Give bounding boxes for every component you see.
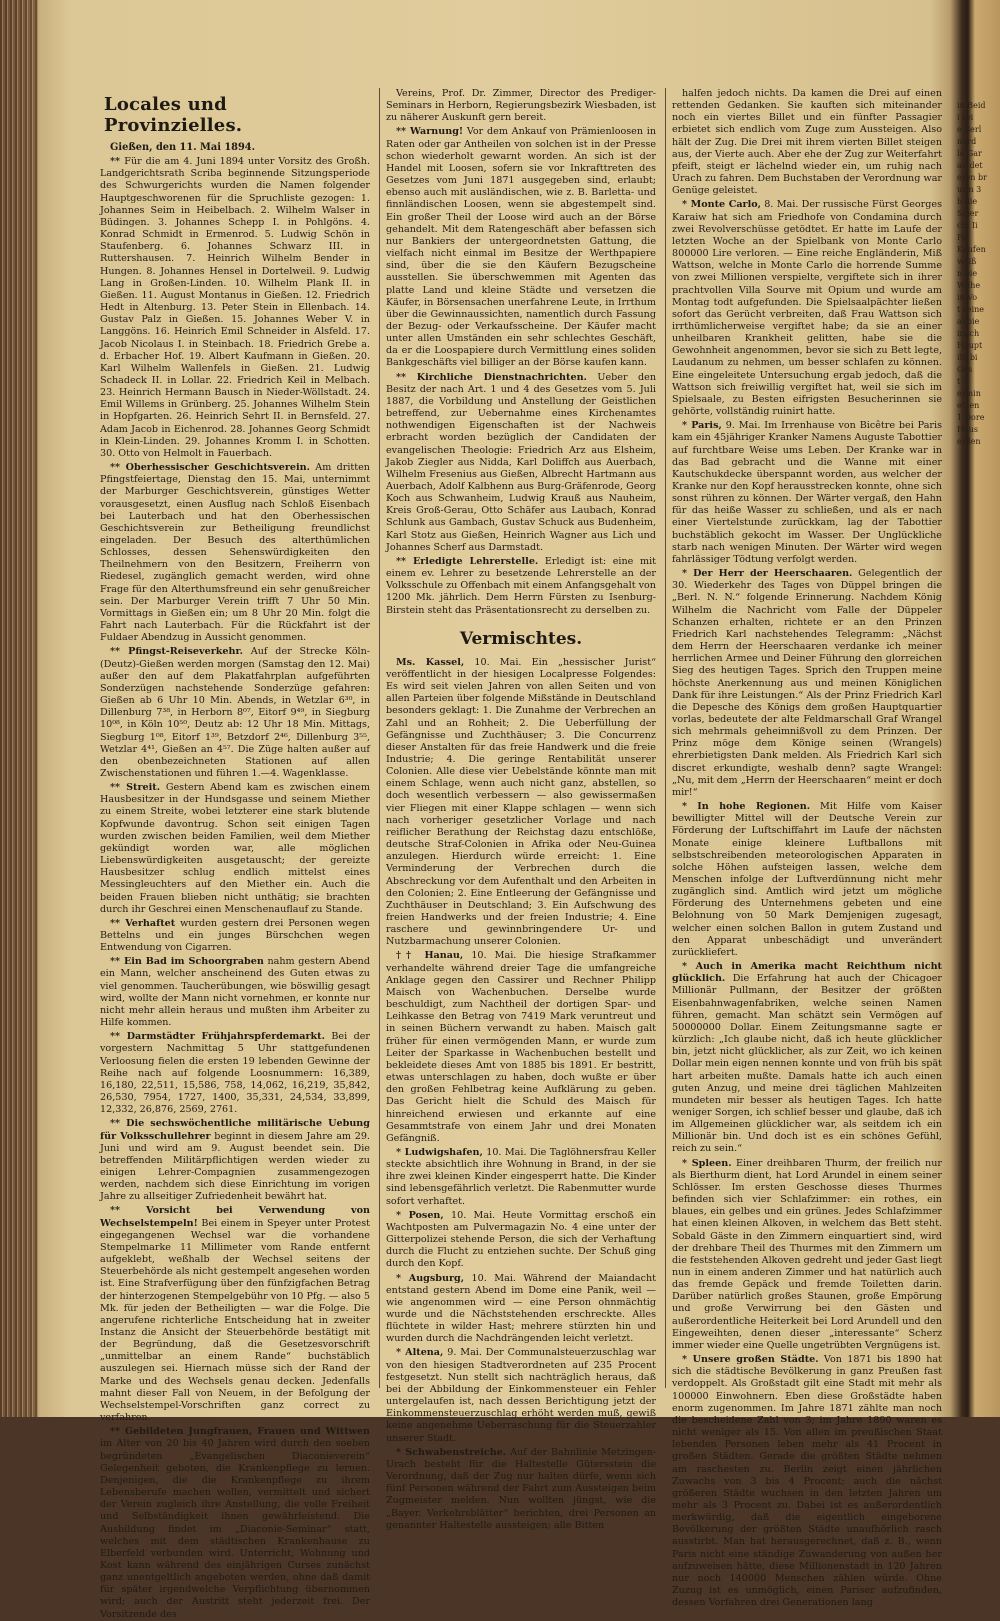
article-heading: ** Die sechswöchentliche militärische Uebung für Volksschullehrer — [100, 1118, 370, 1142]
edge-fragment: in Beid — [957, 101, 986, 110]
article-paragraph — [386, 1273, 656, 1346]
column-1 — [100, 88, 370, 1620]
article-text: Einer dreihbaren Thurm, der freilich nur als Bierthurm dient, hat Lord Arundel in einem seiner Schlösser. Im ersten Geschosse dieses Thurmes befinden sich vier Schlafzimmer: ein rothes, ein blaues, ein gelbes und ein grünes. Jedes Schlafzimmer hat einen kleinen Alkoven, in welchem das Bett steht. Sobald Gäste in den Zimmern einquartiert sind, wird der drehbare Theil des Thurmes mit den Zimmern um die feststehenden Alkoven gedreht und jeder Gast liegt nun in einem anderen Zimmer und hat natürlich auch das fremde Gepäck und fremde Toiletten darin. Darüber natürlich großes Staunen, große Empörung und große Verwirrung bei den Gästen und außerordentliche Heiterkeit bei Lord Arundell und den Eingeweihten, denen dieser „interessante“ Scherz immer wieder eine Quelle ungetrübten Vergnügens ist. — [672, 1157, 942, 1351]
edge-fragment: n bie — [957, 269, 978, 278]
column-3-articles — [672, 88, 942, 1609]
article-paragraph — [386, 126, 656, 369]
article-heading: ** Vorsicht bei Verwendung von Wechselstempeln! — [100, 1205, 370, 1229]
article-paragraph — [672, 1158, 942, 1353]
column-1-articles — [100, 156, 370, 1621]
article-heading: ** Ein Bad im Schoorgraben — [110, 956, 264, 968]
article-text: 9. Mai. Der Communalsteuerzuschlag war von den hiesigen Stadtverordneten auf 235 Procent festgesetzt. Nun stellt sich nachträglich heraus, daß bei der Abbildung der Einkommensteuer ein Fehler untergelaufen ist, nach dessen Berichtigung jetzt der Einkommensteuerzuschlag erhöht werden muß, gewiß keine angenehme Ueberraschung für die Steuerzahler unserer Stadt. — [386, 1347, 656, 1444]
article-heading: ** — [110, 156, 125, 168]
article-text: Gelegentlich der 30. Wiederkehr des Tages von Düppel bringen die „Berl. N. N.“ folgende Erinnerung. Nachdem König Wilhelm die Nachricht vom Falle der Düppeler Schanzen erhalten, richtete er an den Prinzen Friedrich Karl nachstehendes Telegramm: „Nächst dem Herrn der Heerschaaren verdanke ich meiner herrlichen Armee und Deiner Führung den glorreichen Sieg des heutigen Tages. Sprich den Truppen meine höchste Anerkennung aus und meinen Königlichen Dank für ihre Leistungen.“ Als der Prinz Friedrich Karl die Depesche des Königs dem großen Hauptquartier vorlas, bedeutete der alte Feldmarschall Graf Wrangel sich mehrmals geheimnißvoll zu dem Prinzen. Der Prinz möge dem Könige seinen (Wrangels) ehrerbietigsten Dank melden. Als Friedrich Karl sich discret erkundigte, weshalb denn? sagte Wrangel: „Nu, mit dem „Herrn der Heerschaaren“ meint er doch mir!“ — [672, 568, 942, 798]
edge-fragment: an det — [957, 161, 983, 170]
article-text: Gestern Abend kam es zwischen einem Hausbesitzer in der Hundsgasse und seinem Miether zu einem Streite, wobei letzterer eine stark blutende Kopfwunde davontrug. Schon seit einigen Tagen wurden zwischen beiden Familien, weil dem Miether gekündigt worden war, alle möglichen Liebenswürdigkeiten ausgetauscht; der gereizte Hausbesitzer schlug endlich mittelst eines Messingleuchters auf den Miether ein. Auch die beiden Frauen blieben nicht unthätig; sie brachten durch ihr Geschrei einen Menschenauflauf zu Stande. — [100, 782, 370, 915]
edge-fragment: in Vo — [957, 293, 978, 302]
article-heading: †† Hanau, — [396, 950, 464, 962]
article-text: Die Erfahrung hat auch der Chicagoer Millionär Pullmann, der Besitzer der größten Eisenbahnwagenfabriken, welche seinen Namen führen, gemacht. Man schätzt sein Vermögen auf 50000000 Dollar. Einem Zeitungsmanne sagte er kürzlich: „Ich glaube nicht, daß ich heute glücklicher bin, jetzt nicht glücklicher, als zur Zeit, wo ich keinen Dollar mein eigen nennen konnte und von früh bis spät hart arbeiten mußte. Damals hatte ich auch einen guten Anzug, und meine drei täglichen Mahlzeiten mundeten mir besser als heutigen Tages. Ich hatte weniger Sorgen, ich schlief besser und glaube, daß ich im Allgemeinen glücklicher war, als seitdem ich ein Millionär bin. Und doch ist es ein schönes Gefühl, reich zu sein.“ — [672, 973, 942, 1155]
edge-fragment: Haus — [957, 425, 979, 434]
article-heading: * Augsburg, — [396, 1272, 465, 1284]
edge-fragment: ch: Ii — [957, 221, 978, 230]
edge-fragment: einen — [957, 401, 980, 410]
edge-fragment: h die — [957, 197, 978, 206]
article-heading: * In hohe Regionen. — [682, 801, 811, 813]
edge-fragment: inach — [957, 329, 980, 338]
article-text: Bei einem in Speyer unter Protest eingegangenen Wechsel war die vorhandene Stempelmarke 11 Millimeter vom Rande entfernt aufgeklebt, weßhalb der Wechsel seitens der Steuerbehörde als nicht gestempelt angesehen worden ist. Eine Strafverfügung über den fünfzigfachen Betrag der hinterzogenen Stempelgebühr von 10 Pfg. — also 5 Mk. für jeden der Betheiligten — war die Folge. Die angerufene richterliche Entscheidung hat in zweiter Instanz die Ansicht der Steuerbehörde bestätigt mit der Begründung, daß die Gesetzesvorschrift „unmittelbar an einem Rande“ buchstäblich auszulegen sei. Hiernach müsse sich der Rand der Marke und des Wechsels genau decken. Jedenfalls mahnt dieser Fall von Neuem, in der Befolgung der Wechselstempel-Vorschriften ganz correct zu verfahren. — [100, 1217, 370, 1424]
article-text: 10. Mai. Die Taglöhnersfrau Keller steckte absichtlich ihre Wohnung in Brand, in der sie ihre zwei kleinen Kinder eingesperrt hatte. Die Kinder sind lebensgefährlich verletzt. Die Rabenmutter wurde sofort verhaftet. — [386, 1146, 656, 1207]
article-heading: ** Warnung! — [396, 126, 464, 138]
article-text: Vereins, Prof. Dr. Zimmer, Director des Prediger-Seminars in Herborn, Regierungsbezirk Wiesbaden, ist zu näherer Auskunft gern bereit. — [386, 88, 656, 124]
book-spine — [0, 0, 38, 1417]
edge-fragment: t seine — [957, 305, 985, 314]
article-text: Am dritten Pfingstfeiertage, Dienstag den 15. Mai, unternimmt der Marburger Geschichtsverein, günstiges Wetter vorausgesetzt, einen Ausflug nach Schloß Eisenbach bei Lauterbach und hat den Oberhessischen Geschichtsverein zur Betheiligung freundlichst eingeladen. Der Besuch des alterthümlichen Schlosses, dessen Sehenswürdigkeiten den Theilnehmern von den Besitzern, Freiherrn von Riedesel, zugänglich gemacht werden, wird ohne Frage für den Alterthumsfreund ein sehr genußreicher sein. Der Marburger Verein trifft 7 Uhr 50 Min. Vormittags in Gießen ein; um 8 Uhr 20 Min. folgt die Fahrt nach Lauterbach. Für die Rückfahrt ist der Fuldaer Abendzug in Aussicht genommen. — [100, 462, 370, 644]
article-text: Auf der Bahnlinie Metzingen-Urach besteht für die Haltestelle Gütersstein die Verordnung, daß der Zug nur halten dürfe, wenn sich fünf Personen während der Fahrt zum Aussteigen beim Zugmeister melden. Nun wollten jüngst, wie die „Bayer. Verkehrsblätter“ berichten, drei Personen an genannter Haltestelle aussteigen; alle Bitten — [386, 1446, 656, 1531]
article-paragraph — [100, 1426, 370, 1621]
article-paragraph — [100, 1118, 370, 1203]
edge-fragment: al bie — [957, 317, 980, 326]
article-text: Von 1871 bis 1890 hat sich die städtische Bevölkerung in ganz Preußen fast verdoppelt. Als Großstadt gilt eine Stadt mit mehr als 100000 Einwohnern. Eben diese Großstädte haben enorm zugenommen. Im Jahre 1871 zählte man noch die bescheidene Zahl von 3; im Jahre 1890 waren es nicht weniger als 15. Von allen im preußischen Staat lebenden Personen leben mehr als 41 Procent in großen Städten. Gerade die größten Städte nehmen am raschesten zu. Berlin zeigt einen jährlichen Zuwachs von 3 bis 4 Procent; auch die nächst größeren Städte wuchsen in den letzten Jahren um mehr als 3 Procent zu. Dabei ist es außerordentlich merkwürdig, daß die eigentlich eingeborene Bevölkerung der größten Städte unaufhörlich rasch ausstirbt. Man hat herausgerechnet, daß z. B., wenn Paris nicht eine ständige Zuwanderung von außen her aufzuweisen hätte, diese Millionenstadt in 120 Jahren nur noch 140000 Menschen zählen würde. Ohne Zuzug ist es unmöglich, einen Pariser aufzufinden, dessen Vorfahren drei Generationen lang — [672, 1354, 942, 1609]
article-text: 10. Mai. Während der Maiandacht entstand gestern Abend im Dome eine Panik, weil — wie angenommen wird — eine Person ohnmächtig wurde und die Nächststehenden erschreckte. Alles flüchtete in wilder Hast; mehrere stürzten hin und wurden durch die Nachdrängenden leicht verletzt. — [386, 1272, 657, 1345]
article-paragraph — [672, 199, 942, 418]
edge-fragment: erden — [957, 437, 981, 446]
edge-fragment: ermin — [957, 389, 981, 398]
edge-fragment: Kaufen — [957, 245, 986, 254]
edge-fragment: Wilhe — [957, 281, 981, 290]
edge-fragment: eren br — [957, 173, 987, 182]
article-paragraph — [672, 961, 942, 1156]
edge-fragment: urm 3 — [957, 185, 982, 194]
column-2-articles — [386, 88, 656, 617]
article-heading: * Posen, — [396, 1209, 444, 1221]
column-rule — [379, 88, 380, 1388]
article-heading: * Spleen. — [682, 1157, 732, 1169]
column-3 — [672, 88, 942, 1609]
article-heading: * Auch in Amerika macht Reichthum nicht glücklich. — [672, 961, 942, 985]
article-text: Erledigt ist: eine mit einem ev. Lehrer zu besetzende Lehrerstelle an der Volksschule zu Offenbach mit einem Anfangsgehalt von 1200 Mk. jährlich. Dem Herrn Fürsten zu Isenburg-Birstein steht das Präsentationsrecht zu derselben zu. — [386, 555, 656, 616]
edge-fragment: Ges — [957, 365, 973, 374]
edge-fragment: e Berl — [957, 125, 982, 134]
edge-fragment: ihl bi — [957, 353, 978, 362]
article-paragraph — [672, 568, 942, 799]
article-text: beginnt in diesem Jahre am 29. Juni und wird am 9. August beendet sein. Die betreffenden Militärpflichtigen werden wieder zu einigen Lehrer-Compagnien zusammengezogen werden, nachdem sich diese Einrichtung im vorigen Jahre zu allseitiger Zufriedenheit bewährt hat. — [100, 1130, 370, 1203]
column-2 — [386, 88, 657, 1531]
section-title-locales: Locales und Provinzielles. — [104, 94, 243, 136]
edge-fragment: t — [957, 377, 961, 386]
article-text: 8. Mai. Der russische Fürst Georges Karaiw hat sich am Friedhofe von Condamina durch zwei Revolverschüsse getödtet. Er hatte im Laufe der letzten Woche an der Spielbank von Monte Carlo 800000 Lire verloren. — Eine reiche Engländerin, Miß Wattson, welche in Monte Carlo die horrende Summe von zwei Millionen verspielte, vergiftete sich in ihrer prachtvollen Villa Sourve mit Opium und wurde am Montag todt aufgefunden. Die Spielsaalpächter ließen sofort das Gerücht verbreiten, daß Frau Wattson sich irrthümlicherweise vergiftet habe; da sie an einer unheilbaren Krankheit gelitten, habe sie die Gewohnheit angenommen, bevor sie sich zu Bett legte, Laudanum zu nehmen, um besser schlafen zu können. Eine eingeleitete Untersuchung ergab jedoch, daß die Wattson sich freiwillig vergiftet hat, weil sie sich im Spielsaale, zu Besten eifrigsten Besucherinnen sie gehörte, vollständig ruinirt hatte. — [672, 199, 942, 418]
article-heading: * Altena, — [396, 1347, 444, 1359]
edge-fragment: i rei — [957, 113, 974, 122]
article-text: 9. Mai. Im Irrenhause von Bicêtre bei Paris kam ein 45jähriger Kranker Namens Auguste Tabottier auf furchtbare Weise ums Leben. Der Kranke war in das Bad gebracht und die Wanne mit einer Kautschukdecke überspannt worden, aus welcher der Kranke nur den Kopf herausstrecken konnte, ohne sich sonst rühren zu können. Der Wärter vergaß, den Hahn für das heiße Wasser zu schließen, und als er nach einer Viertelstunde zurückkam, lag der Tabottier buchstäblich gekocht im Wasser. Der Unglückliche starb nach wenigen Minuten. Der Wärter wird wegen fahrlässiger Tödtung verfolgt werden. — [672, 420, 942, 565]
edge-fragment: Seier — [957, 209, 979, 218]
article-paragraph — [386, 1347, 656, 1444]
edge-fragment: nurd — [957, 137, 977, 146]
article-paragraph — [672, 801, 942, 959]
article-paragraph — [386, 1210, 656, 1271]
article-text: Für die am 4. Juni 1894 unter Vorsitz des Großh. Landgerichtsrath Scriba beginnende Sitzungsperiode des Schwurgerichts wurden die Namen folgender Hauptgeschworenen für die Spruchliste gezogen: 1. Johannes Seim in Heibelbach. 2. Wilhelm Walser in Büdingen. 3. Johannes Schepp I. in Pohlgöns. 4. Konrad Schmidt in Ermenrod. 5. Ludwig Schön in Staufenberg. 6. Johannes Schwarz III. in Ruttershausen. 7. Heinrich Wilhelm Bender in Hungen. 8. Johannes Hensel in Dortelweil. 9. Ludwig Lang in Großen-Linden. 10. Wilhelm Plank II. in Gießen. 11. August Montanus in Gießen. 12. Friedrich Hedt in Altenburg. 13. Peter Stein in Ellenbach. 14. Gustav Palz in Gießen. 15. Johannes Weber V. in Langgöns. 16. Heinrich Emil Schneider in Alsfeld. 17. Jacob Nicolaus I. in Steinbach. 18. Friedrich Grebe a. d. Erbacher Hof. 19. Albert Kaufmann in Gießen. 20. Karl Wilhelm Wallenfels in Gießen. 21. Ludwig Schadeck II. in Lollar. 22. Friedrich Keil in Melbach. 23. Heinrich Hermann Bausch in Nieder-Wöllstadt. 24. Emil Willems in Grünberg. 25. Johannes Wilhelm Stein in Hopfgarten. 26. Heinrich Sehrt II. in Bernsfeld. 27. Adam Jacob in Eichenrod. 28. Johannes Georg Schmidt in Klein-Linden. 29. Johannes Kromm I. in Schotten. 30. Otto von Helmolt in Fauerbach. — [100, 156, 370, 459]
article-heading: * Schwabenstreiche. — [396, 1446, 507, 1458]
article-text: Ueber den Besitz der nach Art. 1 und 4 des Gesetzes vom 5. Juli 1887, die Vorbildung und Anstellung der Geistlichen betreffend, zur Uebernahme eines Kirchenamtes nothwendigen Eigenschaften ist der Nachweis erbracht worden bezüglich der Candidaten der evangelischen Theologie: Friedrich Arz aus Elsheim, Jakob Ziegler aus Nidda, Karl Doliffch aus Auerbach, Wilhelm Fresenius aus Gießen, Albrecht Hartmann aus Auerbach, Adolf Kalbhenn aus Burg-Gräfenrode, Georg Koch aus Schwanheim, Ludwig Krauß aus Nauheim, Kreis Groß-Gerau, Otto Schäfer aus Laubach, Konrad Schlunk aus Gambach, Gustav Schuck aus Budenheim, Karl Stotz aus Gießen, Heinrich Wagner aus Lich und Johannes Scherf aus Darmstadt. — [386, 371, 657, 553]
article-paragraph — [386, 556, 656, 617]
article-heading: ** Streit. — [110, 782, 161, 794]
article-heading: ** Kirchliche Dienstnachrichten. — [396, 371, 587, 383]
article-paragraph — [100, 1031, 370, 1116]
article-text: Mit Hilfe vom Kaiser bewilligter Mittel will der Deutsche Verein zur Förderung der Luftschiffahrt im Laufe der nächsten Monate einige kleinere Luftballons mit selbstschreibenden meteorologischen Apparaten in solche Höhen aufsteigen lassen, welche dem Menschen infolge der Luftverdünnung nicht mehr zugänglich sind. Amtlich wird jetzt um mögliche Förderung des Unternehmens gebeten und eine Belohnung von 50 Mark Demjenigen zugesagt, welcher einen solchen Ballon in gutem Zustand und den Apparat unbeschädigt und unverändert zurückliefert. — [672, 801, 942, 958]
edge-fragment: 1 Dore — [957, 413, 985, 422]
edge-fragment: Pa — [957, 233, 967, 242]
article-paragraph — [386, 657, 656, 949]
article-text: im Alter von 20 bis 40 Jahren wird durch den soeben begründeten „Evangelischen Diaconieverein“ Gelegenheit geboten, die Krankenpflege zu lernen. Denjenigen, die die Krankenpflege zu ihrem Lebensberufe machen wollen, vermittelt und sichert der Verein zugleich ihre Anstellung, die volle Freiheit und Selbständigkeit ihnen gewährleistend. Die Ausbildung findet im „Diaconie-Seminar“ statt, welches mit dem städtischen Krankenhause zu Elberfeld verbunden wird. Unterricht, Wohnung und Kost kann während des einjährigen Curses zunächst ganz unentgeltlich angeboten werden, ohne daß damit für später irgendwelche Verpflichtung übernommen wird; auch der Austritt steht jederzeit frei. Der Vorsitzende des — [100, 1438, 370, 1620]
article-paragraph — [386, 88, 656, 124]
edge-fragment: la Gar — [957, 149, 982, 158]
article-paragraph — [100, 1205, 370, 1424]
column-2-miscellany — [386, 657, 656, 1532]
article-paragraph — [386, 950, 656, 1145]
article-paragraph — [386, 372, 656, 554]
article-text: Bei der vorgestern Nachmittag 5 Uhr stattgefundenen Verloosung fielen die ersten 19 lebenden Gewinne der Reihe nach auf folgende Loosnummern: 16,389, 16,180, 22,511, 15,586, 758, 14,062, 16,219, 35,842, 26,530, 7954, 1727, 1400, 35,331, 24,534, 33,899, 12,332, 26,876, 2569, 2761. — [100, 1031, 370, 1116]
edge-fragment: Haupt — [957, 341, 983, 350]
edge-fragment: weiß — [957, 257, 977, 266]
next-page-edge-fragments — [957, 100, 1000, 1400]
article-heading: * Unsere großen Städte. — [682, 1354, 819, 1366]
newspaper-page — [100, 88, 945, 1620]
article-text: 10. Mai. Die hiesige Strafkammer verhandelte während dreier Tage die umfangreiche Anklage gegen den Cassirer und Rechner Philipp Maisch von Wachenbuchen. Derselbe wurde beschuldigt, zum Nachtheil der dortigen Spar- und Leihkasse den Betrag von 7419 Mark veruntreut und in seinen Büchern verwandt zu haben. Maisch galt früher für einen vermögenden Mann, er wurde zum Leiter der Sparkasse in Wachenbuchen bestellt und bekleidete dieses Amt von 1885 bis 1891. Er bestritt, etwas unterschlagen zu haben, doch wußte er über den großen Fehlbetrag keine Aufklärung zu geben. Das Gericht hielt die Schuld des Maisch für hinreichend erwiesen und erkannte auf eine Gesammtstrafe von einem Jahr und drei Monaten Gefängniß. — [386, 950, 656, 1144]
article-text: Vor dem Ankauf von Prämienloosen in Raten oder gar Antheilen von solchen ist in der Presse schon wiederholt gewarnt worden. An sich ist der Handel mit Loosen, sofern sie vor Inkrafttreten des Gesetzes vom Juni 1871 ausgegeben sind, erlaubt; ebenso auch mit ausländischen, wie z. B. Barletta- und finnländischen Loosen, wenn sie abgestempelt sind. Ein großer Theil der Loose wird auch an der Börse gehandelt. Mit dem Ratengeschäft aber befassen sich nur Bankiers der untergeordnetsten Gattung, die vielfach nicht einmal im Besitze der Werthpapiere sind, über die sie den Käufern Bezugscheine ausstellen. Sie überschwemmen mit Agenten das platte Land und kleine Städte und versetzen die Käufer, in Börsensachen unerfahrene Leute, in Irrthum über die Gewinnaussichten, namentlich durch Fassung der Bezug- oder Verkaufsscheine. Der Käufer macht unter allen Umständen ein sehr schlechtes Geschäft, da er die Loospapiere durch Vermittlung eines soliden Bankgeschäfts viel billiger an der Börse kaufen kann. — [386, 126, 657, 369]
article-paragraph — [100, 956, 370, 1029]
article-paragraph — [672, 1354, 942, 1609]
article-paragraph — [100, 782, 370, 916]
article-paragraph — [100, 462, 370, 644]
article-heading: ** Verhaftet — [110, 917, 176, 929]
article-paragraph — [386, 1447, 656, 1532]
article-heading: Ms. Kassel, — [396, 656, 465, 668]
article-paragraph — [386, 1147, 656, 1208]
article-text: halfen jedoch nichts. Da kamen die Drei auf einen rettenden Gedanken. Sie kauften sich miteinander noch ein viertes Billet und ein fünfter Passagier erbietet sich endlich vom Zuge zum Aussteigen. Also hält der Zug. Die Drei mit ihrem vierten Billet steigen aus, der Vierte auch. Aber ehe der Zug zur Weiterfahrt pfeift, steigt er lächelnd wieder ein, um ruhig nach Urach zu fahren. Dem Buchstaben der Verordnung war Genüge geleistet. — [672, 88, 942, 197]
article-text: nahm gestern Abend ein Mann, welcher anscheinend des Guten etwas zu viel genommen. Taucherübungen, wie böswillig gesagt wird, wollte der Mann nicht vornehmen, er konnte nur nicht mehr allein heraus und mußten ihm Arbeiter zu Hilfe kommen. — [100, 956, 370, 1029]
article-heading: ** Oberhessischer Geschichtsverein. — [110, 462, 310, 474]
section-title-vermischtes: Vermischtes. — [459, 628, 583, 649]
article-heading: ** Pfingst-Reiseverkehr. — [110, 646, 244, 658]
article-text: 10. Mai. Ein „hessischer Jurist“ veröffentlicht in der hiesigen Localpresse Folgendes: Es wird seit vielen Jahren von allen Seiten und von allen Parteien über folgende Mißstände in Deutschland besonders geklagt: 1. Die Zunahme der Verbrechen an Zahl und an Rohheit; 2. Die Ueberfüllung der Gefängnisse und Zuchthäuser; 3. Die Concurrenz dieser Anstalten für das freie Handwerk und die freie Industrie; 4. Die geringe Rentabilität unserer Colonien. Alle diese vier Uebelstände könnte man mit einem Schlage, wenn auch nicht ganz, abstellen, so doch wesentlich verbessern — also gewissermaßen vier Fliegen mit einer Klappe schlagen — wenn sich nach vorheriger gesetzlicher Vorlage und nach reiflicher Berathung der Reichstag dazu entschlöße, deutsche Straf-Colonien in Afrika oder Neu-Guinea anzulegen. Hierdurch würde erreicht: 1. Eine Verminderung der Verbrechen durch die Abschreckung vor dem Aufenthalt und den Arbeiten in den Colonien; 2. Eine Entleerung der Gefängnisse und Zuchthäuser in Deutschland; 3. Ein Aufschwung des freien Handwerks und der freien Industrie; 4. Eine raschere und gewinnbringendere Ur- und Nutzbarmachung unserer Colonien. — [386, 656, 656, 948]
article-heading: ** Gebildeten Jungfrauen, Frauen und Wittwen — [110, 1426, 370, 1438]
article-heading: * Paris, — [682, 420, 722, 432]
article-heading: * Ludwigshafen, — [396, 1146, 483, 1158]
article-text: Auf der Strecke Köln-(Deutz)-Gießen werden morgen (Samstag den 12. Mai) außer den auf dem Plakatfahrplan aufgeführten Sonderzügen nachstehende Sonderzüge gefahren: Gießen ab 6 Uhr 10 Min. Abends, in Wetzlar 6³⁰, in Dillenburg 7³⁸, in Herborn 8⁰⁷, Eitorf 9⁴⁹, in Siegburg 10⁰⁸, in Köln 10⁵⁰, Deutz ab: 12 Uhr 18 Min. Mittags, Siegburg 1⁰⁸, Eitorf 1³⁹, Betzdorf 2⁴⁶, Dillenburg 3⁵⁵, Wetzlar 4⁴¹, Gießen an 4⁵⁷. Die Züge halten außer auf den obenbezeichneten Stationen auf allen Zwischenstationen und führen 1.—4. Wagenklasse. — [100, 646, 370, 779]
article-paragraph — [100, 918, 370, 954]
column-rule — [665, 88, 666, 1388]
article-text: 10. Mai. Heute Vormittag erschoß ein Wachtposten am Pulvermagazin No. 4 eine unter der Gitterpolizei stehende Person, die sich der Verhaftung durch die Flucht zu entziehen suchte. Der Schuß ging durch den Kopf. — [386, 1209, 656, 1270]
article-paragraph — [672, 88, 942, 197]
article-paragraph — [672, 420, 942, 566]
article-heading: * Der Herr der Heerschaaren. — [682, 568, 853, 580]
article-heading: ** Darmstädter Frühjahrspferdemarkt. — [110, 1031, 325, 1043]
article-text: wurden gestern drei Personen wegen Bettelns und ein junges Bürschchen wegen Entwendung von Cigarren. — [100, 917, 370, 954]
article-paragraph — [100, 156, 370, 460]
dateline: Gießen, den 11. Mai 1894. — [110, 142, 256, 153]
article-paragraph — [100, 646, 370, 780]
article-heading: ** Erledigte Lehrerstelle. — [396, 555, 539, 567]
article-heading: * Monte Carlo, — [682, 199, 761, 211]
